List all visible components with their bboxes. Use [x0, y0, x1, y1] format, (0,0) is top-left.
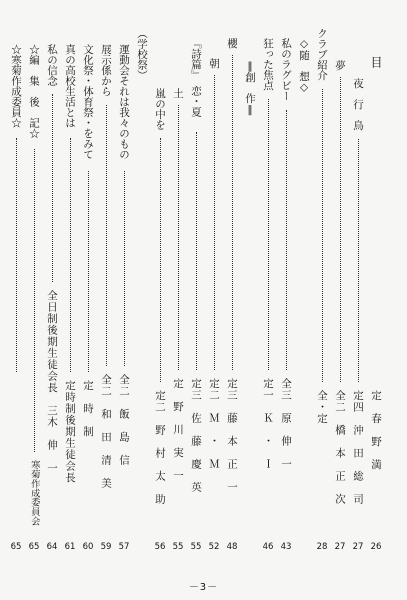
toc-entry-page: 52 — [208, 542, 220, 552]
toc-entry-title: ☆寒菊作成委員☆ — [10, 44, 22, 128]
toc-entry-title: ☆編 集 後 記☆ — [28, 44, 40, 139]
toc-entry-title: クラブ紹介 — [316, 28, 328, 81]
toc-entry-page: 28 — [316, 542, 328, 552]
toc-entry-title: 朝 — [208, 58, 220, 69]
toc-entry-author: 全二 橋 本 正 次 — [334, 390, 346, 505]
dot-leader — [124, 171, 125, 366]
toc-entry-title: 展示係から — [100, 44, 112, 97]
dot-leader — [340, 77, 341, 382]
toc-entry-author: 定二 野 村 太 助 — [154, 390, 166, 505]
toc-entry-page: 60 — [82, 542, 94, 552]
toc-entry-page: 65 — [10, 542, 22, 552]
toc-entry-page: 27 — [352, 542, 364, 552]
toc-heading: 目 — [369, 56, 383, 68]
toc-entry-author: 定 時 制 — [82, 380, 94, 438]
toc-entry-page: 26 — [370, 542, 382, 552]
toc-entry-title: （学校祭） — [136, 28, 148, 81]
dot-leader — [286, 110, 287, 370]
toc-entry-author: 定 春 野 満 — [370, 390, 382, 471]
toc-entry-author: 全二 和 田 清 美 — [100, 374, 112, 489]
dot-leader — [88, 171, 89, 372]
toc-entry-title: 嵐の中を — [154, 88, 166, 130]
toc-entry-author: 定四 沖 田 総 司 — [352, 390, 364, 505]
toc-entry-page: 27 — [334, 542, 346, 552]
toc-entry-author: 定二 Ｍ ・ Ｍ — [208, 378, 220, 470]
toc-entry-page: 57 — [118, 542, 130, 552]
toc-entry-author: 全・定 — [316, 390, 328, 425]
toc-entry-page: 59 — [100, 542, 112, 552]
toc-entry-title: 夜 行 鳥 — [352, 78, 364, 131]
dot-leader — [160, 138, 161, 382]
toc-entry-title: 文化祭・体育祭・をみて — [82, 44, 94, 160]
toc-entry-title: 私の信念 — [46, 44, 58, 86]
toc-entry-title: ◇随 想◇ — [298, 38, 310, 94]
toc-entry-title: 夢 — [334, 60, 346, 71]
toc-entry-page: 46 — [262, 542, 274, 552]
toc-entry-title: 真の高校生活とは — [64, 44, 76, 128]
toc-entry-page: 55 — [190, 542, 202, 552]
dot-leader — [214, 75, 215, 370]
toc-entry-author: 全三 原 伸 一 — [280, 378, 292, 470]
toc-entry-title: ‖創 作‖ — [244, 60, 256, 116]
toc-entry-author: 全二 飯 島 信 — [118, 374, 130, 466]
toc-entry-author: 定三 藤 本 正 一 — [226, 378, 238, 493]
toc-entry-title: 土 — [172, 88, 184, 99]
dot-leader — [178, 105, 179, 370]
dot-leader — [358, 139, 359, 382]
toc-entry-author: 定 野 川 実 一 — [172, 378, 184, 482]
toc-entry-author: 寒菊作成委員会 — [28, 460, 40, 526]
dot-leader — [106, 105, 107, 366]
toc-entry-author: 定時制後期生徒会長 — [64, 380, 76, 484]
toc-entry-title: 櫻 — [226, 38, 238, 49]
dot-leader — [16, 138, 17, 372]
toc-entry-author: 定三 佐 藤 慶 英 — [190, 378, 202, 493]
toc-entry-author: 全日制後期生徒会長 三木 伸 一 — [46, 290, 58, 474]
dot-leader — [70, 138, 71, 372]
dot-leader — [196, 132, 197, 370]
toc-entry-page: 43 — [280, 542, 292, 552]
dot-leader — [34, 149, 35, 452]
toc-entry-title: 狂った焦点 — [262, 38, 274, 91]
toc-entry-page: 48 — [226, 542, 238, 552]
dot-leader — [52, 94, 53, 282]
toc-entry-page: 61 — [64, 542, 76, 552]
page-footer: －3－ — [188, 582, 219, 593]
toc-entry-author: 定一 Ｋ ・ Ｉ — [262, 378, 274, 470]
toc-entry-title: 私のラグビー — [280, 38, 292, 101]
dot-leader — [232, 55, 233, 370]
dot-leader — [322, 89, 323, 382]
toc-entry-page: 65 — [28, 542, 40, 552]
toc-entry-title: 運動会それは我々のもの — [118, 44, 130, 160]
toc-entry-page: 64 — [46, 542, 58, 552]
toc-entry-title: 『詩篇』 恋・夏 — [190, 38, 202, 117]
toc-entry-page: 56 — [154, 542, 166, 552]
toc-entry-page: 55 — [172, 542, 184, 552]
dot-leader — [268, 99, 269, 370]
